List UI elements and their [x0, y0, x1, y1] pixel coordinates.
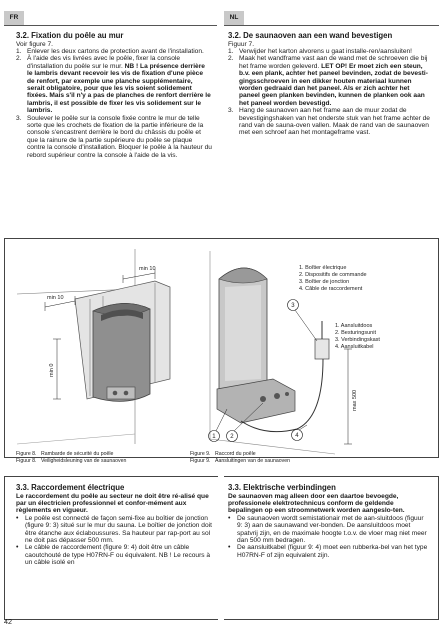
- step-warning: NB ! La présence derrière le lambris devant recevoir les vis de fixation d'une pièce de renfort, par exemple une planche supplémentaire, serait obligatoire, pour que les vis soient solidement fixées. Mais s'il n'y a pas de planches de renfort derrière le lambris, il est possible de fixer les vis solidement sur le lambris.: [27, 62, 211, 115]
- control-knob: [124, 391, 129, 396]
- caption-number: Figuur 8.: [16, 458, 37, 464]
- step-number: 2.: [16, 55, 22, 63]
- list-item: [228, 515, 430, 545]
- junction-box: [315, 339, 329, 359]
- step-text: Hang de saunaoven aan het frame aan de muur zodat de bevestigingshaken van het onderste stuk van het frame achter de rand van de sauna-oven vallen. Maak de rand van de saunaoven met een schroef aan het montageframe vast.: [239, 107, 430, 137]
- caption-text: Veiligheidsleuning van de saunaoven: [41, 458, 127, 464]
- step-text: Enlever les deux cartons de protection avant de l'installation.: [27, 47, 204, 55]
- list-item: [16, 515, 212, 545]
- section-title: 3.2. Fixation du poêle au mur: [16, 31, 124, 40]
- section-subtitle: Figuur 7.: [228, 40, 255, 48]
- callout-number: 2: [230, 434, 234, 441]
- step-list: [228, 48, 430, 137]
- bullet-list: [16, 515, 212, 567]
- header-rule-right: [224, 25, 439, 26]
- step-warning: LET OP! Er moet zich een steun, b.v. een plank, achter het paneel bevinden, zodat de bevesti-gingsschroeven in een dikker houten materiaal kunnen worden gedraaid dan het paneel. Als er zich achter het paneel geen planken bevinden, kunnen de planken ook aan het paneel worden bevestigd.: [239, 62, 428, 107]
- caption-number: Figure 9.: [190, 451, 211, 457]
- header-rule-left: [4, 25, 217, 26]
- list-item: [228, 55, 430, 107]
- bullet-text: Le câble de raccordement (figure 9: 4) doit être un câble caoutchouté de type H07RN-F ou équivalent. NB ! Le recours à un câble isolé en: [25, 544, 211, 567]
- bullet-text: De aansluitkabel (figuur 9: 4) moet een rubberka-bel van het type H07RN-F of zijn equivalent zijn.: [237, 544, 428, 559]
- list-item: [16, 544, 212, 566]
- step-number: 1.: [228, 47, 234, 55]
- list-item: [228, 48, 430, 55]
- language-tab-nl: NL: [224, 11, 244, 25]
- section-title: 3.3. Raccordement électrique: [16, 483, 125, 492]
- nl-mount-section: [228, 31, 430, 137]
- bullet-text: De saunaoven wordt semistationair met de aan-sluitdoos (figuur 9: 3) aan de saunawand ver-bonden. De aansluitdoos moet spatvrij zijn, en de maximale hoogte t.o.v. de vloer mag niet meer dan 500 mm bedragen.: [237, 514, 427, 544]
- legend-item-fr: 1. Boîtier électrique: [299, 265, 347, 271]
- step-list: [16, 48, 212, 159]
- list-item: [16, 55, 212, 114]
- step-number: 3.: [16, 114, 22, 122]
- section-intro: Le raccordement du poêle au secteur ne doit être ré-alisé que par un électricien professionnel et confor-mément aux règlements en vigueur.: [16, 492, 209, 515]
- caption-number: Figuur 9.: [190, 458, 211, 464]
- callout-number: 3: [291, 303, 295, 310]
- figure-frame: [4, 238, 439, 458]
- figure-9-drawing: [209, 251, 381, 454]
- bullet-icon: •: [16, 544, 19, 552]
- legend-item-nl: 1. Aansluitdoos: [335, 323, 373, 329]
- bullet-text: Le poêle est connecté de façon semi-fixe au boîtier de jonction (figure 9: 3) situé sur le mur du sauna. Le boîtier de jonction doit être étanche aux éclaboussures. Sa hauteur par rap-port au sol ne doit pas dépasser 500 mm.: [25, 514, 212, 544]
- fr-mount-section: [16, 31, 212, 159]
- dimension-label: min 0: [49, 363, 55, 377]
- nl-electrical-section: [228, 483, 430, 559]
- legend-item-fr: 2. Dispositifs de commande: [299, 272, 367, 278]
- figure-9-caption: [190, 451, 390, 465]
- heater-top: [219, 268, 267, 283]
- control-knob: [274, 393, 280, 399]
- fr-electrical-section: [16, 483, 212, 567]
- control-box: [107, 387, 135, 399]
- bullet-icon: •: [228, 544, 231, 552]
- heater-panel: [225, 285, 261, 381]
- legend-item-fr: 4. Câble de raccordement: [299, 286, 363, 292]
- section-intro: De saunaoven mag alleen door een daartoe bevoegde, professionele elektrotechnicus conform de geldende bepalingen op een stroomnetwerk worden aangeslo-ten.: [228, 492, 405, 515]
- step-number: 2.: [228, 55, 234, 63]
- caption-text: Raccord du poêle: [215, 451, 256, 457]
- dimension-label: max 500: [352, 389, 358, 411]
- figure-8-drawing: [17, 249, 170, 444]
- caption-number: Figure 8.: [16, 451, 37, 457]
- caption-text: Aansluitingen van de saunaoven: [215, 458, 290, 464]
- section-subtitle: Voir figure 7.: [16, 40, 54, 48]
- floor-line: [17, 434, 135, 444]
- figure-illustration: [5, 239, 440, 459]
- list-item: [228, 544, 430, 559]
- section-title: 3.2. De saunaoven aan een wand bevestigen: [228, 31, 393, 40]
- language-tab-fr: FR: [4, 11, 24, 25]
- list-item: [16, 115, 212, 159]
- step-text: Verwijder het karton alvorens u gaat installe-ren/aansluiten!: [239, 47, 413, 55]
- dimension-label: min 10: [139, 266, 156, 272]
- step-text: Soulever le poêle sur la console fixée contre le mur de telle sorte que les crochets de fixation de la partie inférieure de la console s'encastrent derrière le bord du châssis du poêle et que la rainure de la partie supérieure du poêle se plaque contre la console d'installation. Bloquer le poêle à la hauteur du rebord supérieur contre la console à l'aide de la vis.: [27, 114, 212, 159]
- step-number: 1.: [16, 47, 22, 55]
- legend-item-nl: 3. Verbindingskast: [335, 337, 380, 343]
- bullet-icon: •: [16, 514, 19, 522]
- step-text: Maak het wandframe vast aan de wand met de schroeven die bij het frame worden geleverd.: [239, 55, 428, 70]
- callout-number: 4: [295, 433, 299, 440]
- callout-number: 1: [212, 434, 216, 441]
- bullet-icon: •: [228, 514, 231, 522]
- step-text: À l'aide des vis livrées avec le poêle, fixer la console d'installation du poêle sur le mur.: [27, 55, 180, 70]
- legend-item-fr: 3. Boîtier de jonction: [299, 279, 350, 285]
- step-number: 3.: [228, 107, 234, 115]
- list-item: [228, 107, 430, 137]
- legend-item-nl: 4. Aansluitkabel: [335, 344, 374, 350]
- page-number: 42: [4, 617, 12, 626]
- control-knob: [113, 391, 118, 396]
- figure-8-caption: [16, 451, 196, 465]
- section-title: 3.3. Elektrische verbindingen: [228, 483, 336, 492]
- dimension-label: min 10: [47, 295, 64, 301]
- legend-item-nl: 2. Besturingsunit: [335, 330, 376, 336]
- caption-text: Rambarde de sécurité du poêle: [41, 451, 114, 457]
- control-knob: [260, 396, 266, 402]
- control-knob: [285, 392, 289, 396]
- bullet-list: [228, 515, 430, 559]
